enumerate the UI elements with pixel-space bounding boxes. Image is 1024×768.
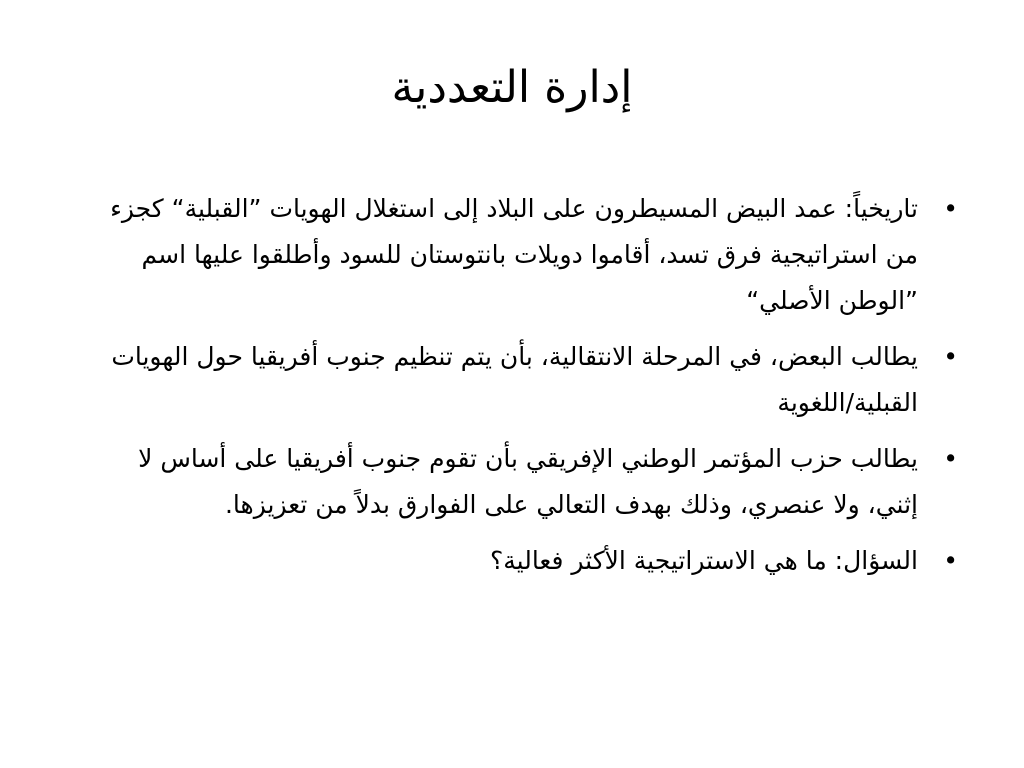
bullet-dot-icon: •	[943, 342, 958, 371]
bullet-item	[88, 538, 958, 584]
bullet-dot-icon: •	[943, 444, 958, 473]
bullet-text: تاريخياً: عمد البيض المسيطرون على البلاد إلى استغلال الهويات ”القبلية“ كجزء من استراتيجية فرق تسد، أقاموا دويلات بانتوستان للسود وأطلقوا عليها اسم ”الوطن الأصلي“	[110, 194, 918, 315]
bullet-item	[88, 186, 958, 324]
bullet-dot-icon: •	[943, 194, 958, 223]
bullet-item	[88, 436, 958, 528]
bullet-list	[88, 186, 958, 594]
bullet-text: السؤال: ما هي الاستراتيجية الأكثر فعالية؟	[489, 546, 918, 575]
bullet-text: يطالب البعض، في المرحلة الانتقالية، بأن يتم تنظيم جنوب أفريقيا حول الهويات القبلية/اللغوية	[111, 342, 918, 417]
slide-title: إدارة التعددية	[391, 62, 633, 113]
bullet-item	[88, 334, 958, 426]
bullet-text: يطالب حزب المؤتمر الوطني الإفريقي بأن تقوم جنوب أفريقيا على أساس لا إثني، ولا عنصري، وذلك بهدف التعالي على الفوارق بدلاً من تعزيزها.	[138, 444, 918, 519]
bullet-dot-icon: •	[943, 546, 958, 575]
